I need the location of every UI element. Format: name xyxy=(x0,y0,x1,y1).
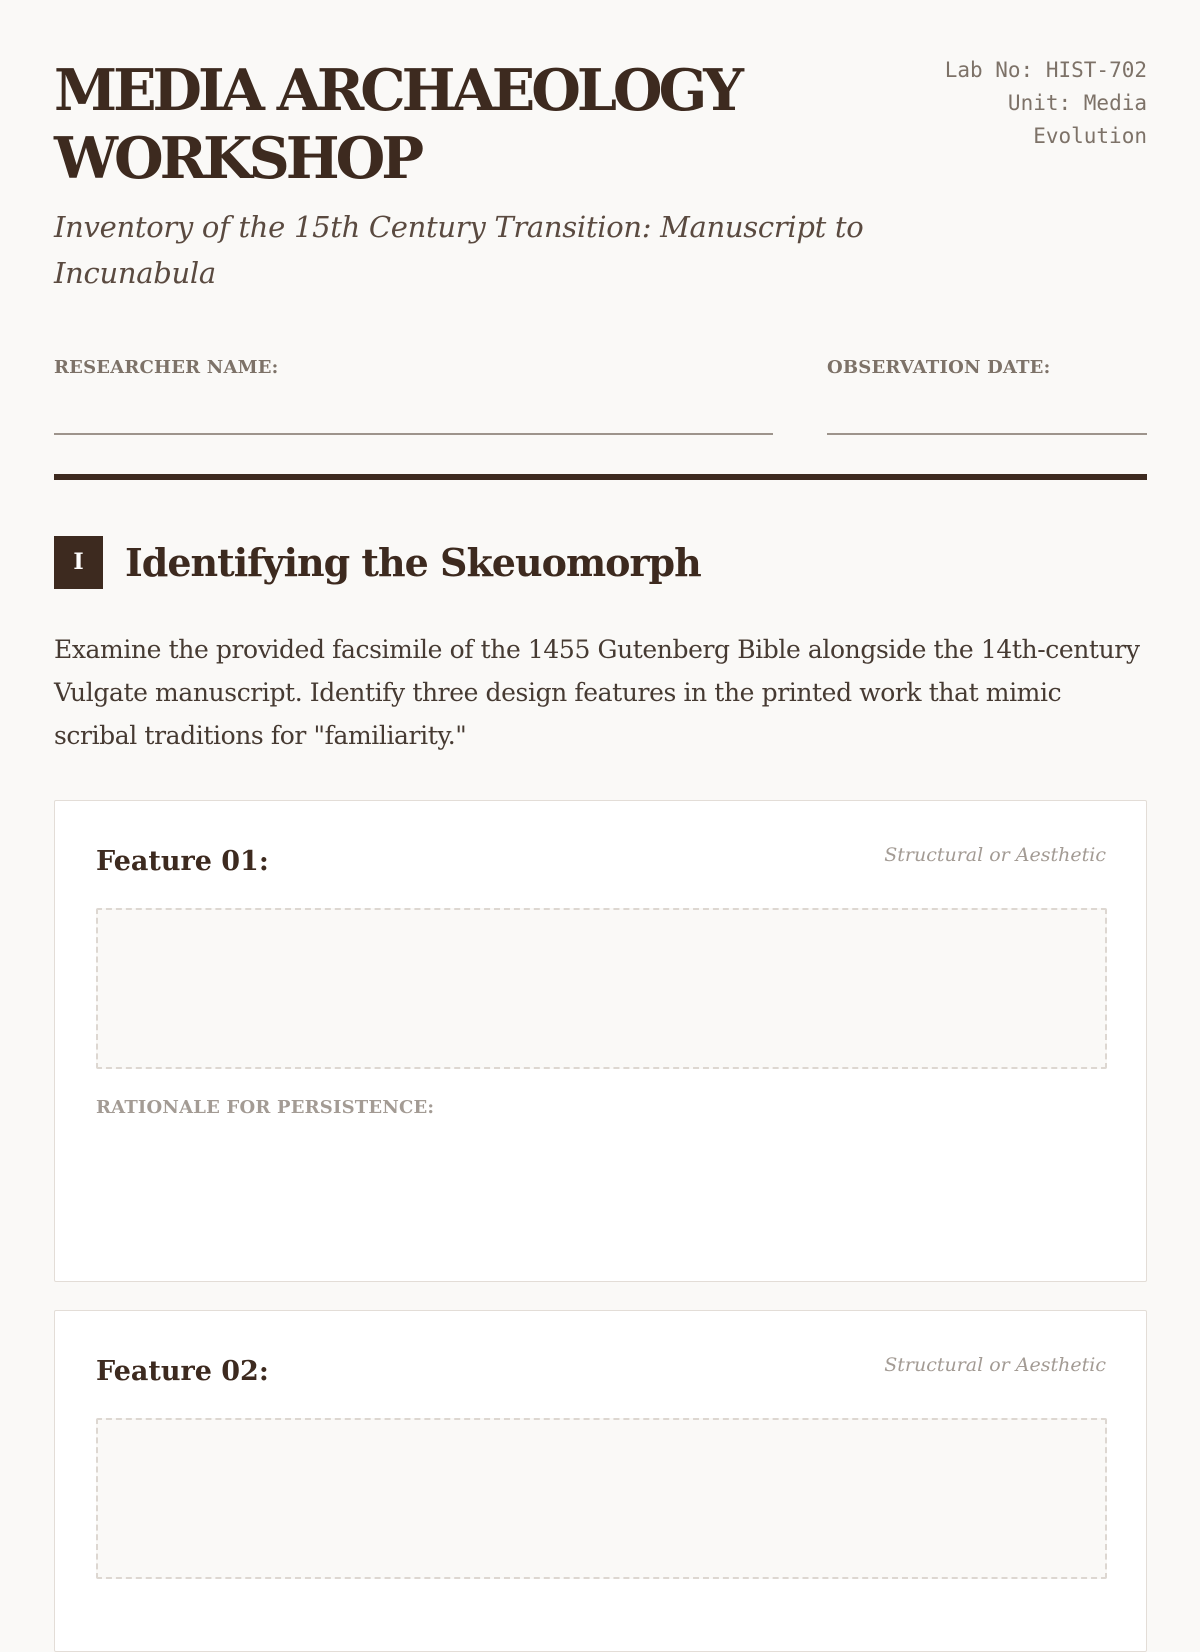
page-title xyxy=(54,57,740,193)
worksheet-page xyxy=(54,0,1147,1387)
feature-type-hint: Structural or Aesthetic xyxy=(884,1354,1106,1376)
observation-date-label: OBSERVATION DATE: xyxy=(827,357,1051,378)
feature-card xyxy=(54,800,1147,1282)
lab-meta xyxy=(887,54,1147,153)
page-title-line-1: MEDIA ARCHAEOLOGY xyxy=(54,57,740,124)
observation-date-field[interactable] xyxy=(827,357,1147,379)
feature-type-hint: Structural or Aesthetic xyxy=(884,844,1106,866)
feature-answer-box[interactable] xyxy=(96,908,1107,1069)
researcher-name-label: RESEARCHER NAME: xyxy=(54,357,279,378)
header-divider xyxy=(54,474,1147,480)
unit-line-2: Evolution xyxy=(1033,124,1147,148)
observation-date-line[interactable] xyxy=(827,433,1147,435)
page-title-line-2: WORKSHOP xyxy=(54,125,421,192)
researcher-name-field[interactable] xyxy=(54,357,773,379)
feature-card xyxy=(54,1310,1147,1652)
feature-answer-box[interactable] xyxy=(96,1418,1107,1579)
feature-label: Feature 01: xyxy=(96,846,269,877)
feature-label: Feature 02: xyxy=(96,1356,269,1387)
section-instructions: Examine the provided facsimile of the 1455 Gutenberg Bible alongside the 14th-century Vulgate manuscript. Identify three design features in the printed work that mimic scribal traditions for "familiarity." xyxy=(54,635,1140,750)
rationale-label: RATIONALE FOR PERSISTENCE: xyxy=(96,1097,435,1118)
lab-number: Lab No: HIST-702 xyxy=(944,58,1147,82)
section-number-badge: I xyxy=(54,536,103,589)
researcher-name-line[interactable] xyxy=(54,433,773,435)
section-title: Identifying the Skeuomorph xyxy=(125,540,701,585)
unit-line-1: Unit: Media xyxy=(1007,91,1147,115)
researcher-fields xyxy=(54,357,1147,437)
worksheet-header xyxy=(54,0,1147,300)
page-subtitle: Inventory of the 15th Century Transition: Manuscript to Incunabula xyxy=(54,210,864,290)
